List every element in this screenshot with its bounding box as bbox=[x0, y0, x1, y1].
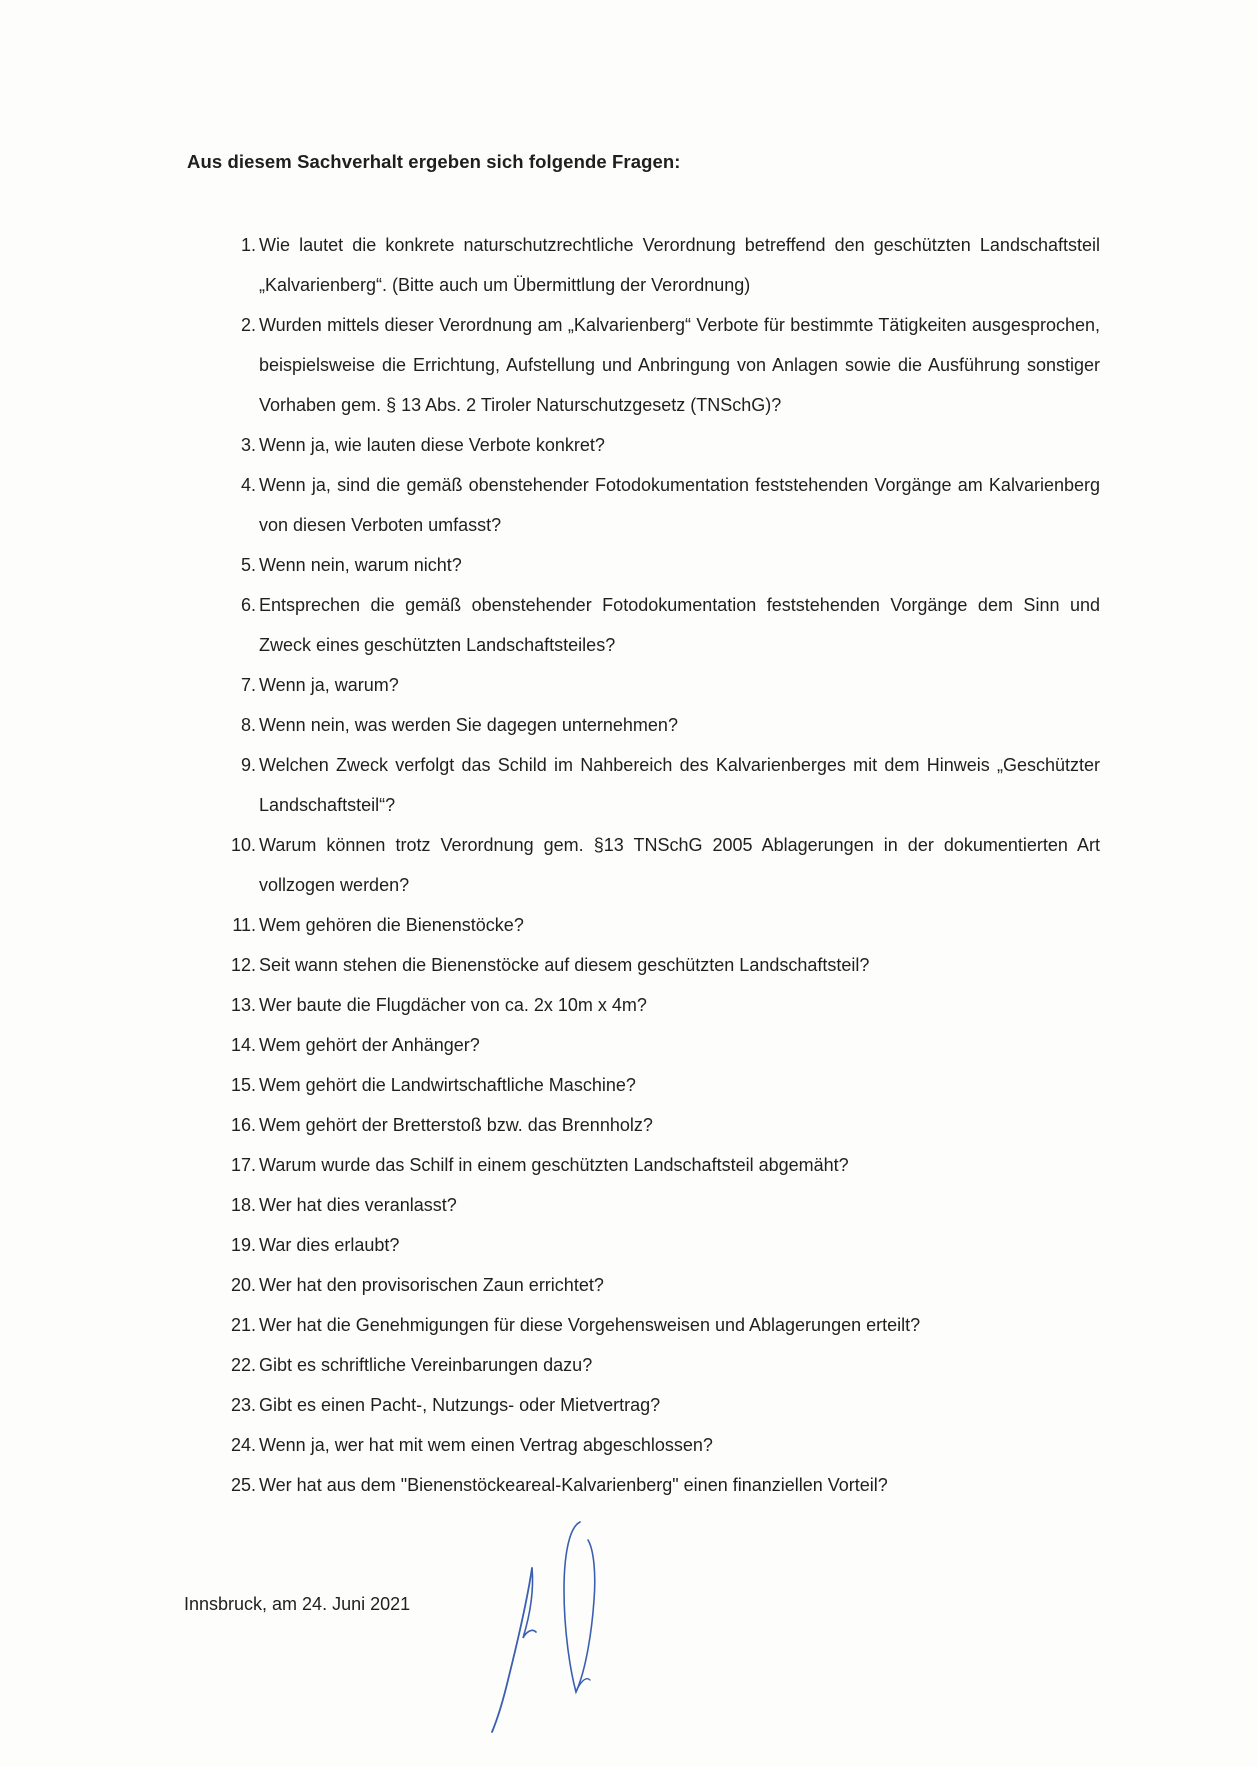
question-text: Wem gehört der Anhänger? bbox=[259, 1035, 480, 1055]
question-item bbox=[220, 1225, 1100, 1265]
question-number: 13. bbox=[230, 995, 256, 1015]
question-number: 25. bbox=[230, 1475, 256, 1495]
question-text: Wem gehört die Landwirtschaftliche Maschine? bbox=[259, 1075, 636, 1095]
question-number: 18. bbox=[230, 1195, 256, 1215]
question-item bbox=[220, 745, 1100, 825]
question-text: Wenn ja, sind die gemäß obenstehender Fotodokumentation feststehenden Vorgänge am Kalvarienberg von diesen Verboten umfasst? bbox=[259, 475, 1100, 535]
question-number: 20. bbox=[230, 1275, 256, 1295]
question-item bbox=[220, 1145, 1100, 1185]
question-text: Wer hat den provisorischen Zaun errichtet? bbox=[259, 1275, 604, 1295]
question-number: 22. bbox=[230, 1355, 256, 1375]
question-number: 6. bbox=[240, 595, 256, 615]
question-item bbox=[220, 1385, 1100, 1425]
question-text: Warum wurde das Schilf in einem geschützten Landschaftsteil abgemäht? bbox=[259, 1155, 849, 1175]
question-text: Gibt es schriftliche Vereinbarungen dazu? bbox=[259, 1355, 593, 1375]
question-item bbox=[220, 1465, 1100, 1505]
question-item bbox=[220, 545, 1100, 585]
question-number: 23. bbox=[230, 1395, 256, 1415]
question-item bbox=[220, 425, 1100, 465]
question-item bbox=[220, 705, 1100, 745]
question-item bbox=[220, 465, 1100, 545]
question-number: 8. bbox=[240, 715, 256, 735]
page-heading: Aus diesem Sachverhalt ergeben sich folgende Fragen: bbox=[187, 151, 681, 172]
question-item bbox=[220, 585, 1100, 665]
question-text: War dies erlaubt? bbox=[259, 1235, 400, 1255]
question-item bbox=[220, 945, 1100, 985]
question-text: Wem gehört der Bretterstoß bzw. das Brennholz? bbox=[259, 1115, 653, 1135]
place-date-signoff: Innsbruck, am 24. Juni 2021 bbox=[184, 1594, 411, 1614]
question-number: 21. bbox=[230, 1315, 256, 1335]
question-number: 24. bbox=[230, 1435, 256, 1455]
question-item bbox=[220, 1065, 1100, 1105]
question-item bbox=[220, 1185, 1100, 1225]
question-number: 16. bbox=[230, 1115, 256, 1135]
question-text: Wenn ja, wer hat mit wem einen Vertrag abgeschlossen? bbox=[259, 1435, 713, 1455]
question-text: Wenn ja, wie lauten diese Verbote konkret? bbox=[259, 435, 605, 455]
question-item bbox=[220, 665, 1100, 705]
question-list bbox=[220, 225, 1100, 1505]
question-item bbox=[220, 225, 1100, 305]
question-item bbox=[220, 305, 1100, 425]
question-number: 15. bbox=[230, 1075, 256, 1095]
question-text: Seit wann stehen die Bienenstöcke auf diesem geschützten Landschaftsteil? bbox=[259, 955, 870, 975]
question-number: 7. bbox=[240, 675, 256, 695]
question-number: 17. bbox=[230, 1155, 256, 1175]
question-item bbox=[220, 1305, 1100, 1345]
question-number: 2. bbox=[240, 315, 256, 335]
question-text: Wer baute die Flugdächer von ca. 2x 10m x 4m? bbox=[259, 995, 647, 1015]
question-text: Wer hat die Genehmigungen für diese Vorgehensweisen und Ablagerungen erteilt? bbox=[259, 1315, 921, 1335]
question-text: Wem gehören die Bienenstöcke? bbox=[259, 915, 524, 935]
question-number: 5. bbox=[240, 555, 256, 575]
question-number: 11. bbox=[232, 915, 256, 935]
question-number: 12. bbox=[230, 955, 256, 975]
question-item bbox=[220, 985, 1100, 1025]
question-number: 4. bbox=[240, 475, 256, 495]
question-item bbox=[220, 1265, 1100, 1305]
question-item bbox=[220, 1025, 1100, 1065]
question-number: 9. bbox=[240, 755, 256, 775]
question-text: Wenn ja, warum? bbox=[259, 675, 399, 695]
question-text: Warum können trotz Verordnung gem. §13 TNSchG 2005 Ablagerungen in der dokumentierten Art vollzogen werden? bbox=[259, 835, 1100, 895]
question-item bbox=[220, 1345, 1100, 1385]
question-item bbox=[220, 825, 1100, 905]
question-text: Wie lautet die konkrete naturschutzrechtliche Verordnung betreffend den geschützten Landschaftsteil „Kalvarienberg“. (Bitte auch um Übermittlung der Verordnung) bbox=[259, 235, 1100, 295]
question-number: 14. bbox=[230, 1035, 256, 1055]
question-text: Wenn nein, was werden Sie dagegen unternehmen? bbox=[259, 715, 678, 735]
question-text: Entsprechen die gemäß obenstehender Fotodokumentation feststehenden Vorgänge dem Sinn und Zweck eines geschützten Landschaftsteiles? bbox=[259, 595, 1100, 655]
question-text: Wer hat aus dem "Bienenstöckeareal-Kalvarienberg" einen finanziellen Vorteil? bbox=[259, 1475, 888, 1495]
question-item bbox=[220, 1105, 1100, 1145]
question-text: Gibt es einen Pacht-, Nutzungs- oder Mietvertrag? bbox=[259, 1395, 661, 1415]
question-number: 1. bbox=[240, 235, 256, 255]
question-text: Welchen Zweck verfolgt das Schild im Nahbereich des Kalvarienberges mit dem Hinweis „Geschützter Landschaftsteil“? bbox=[259, 755, 1100, 815]
question-text: Wenn nein, warum nicht? bbox=[259, 555, 462, 575]
question-number: 10. bbox=[230, 835, 256, 855]
question-text: Wer hat dies veranlasst? bbox=[259, 1195, 457, 1215]
question-item bbox=[220, 905, 1100, 945]
question-text: Wurden mittels dieser Verordnung am „Kalvarienberg“ Verbote für bestimmte Tätigkeiten ausgesprochen, beispielsweise die Errichtung, Aufstellung und Anbringung von Anlagen sowie die Ausführung sonstiger Vorhaben gem. § 13 Abs. 2 Tiroler Naturschutzgesetz (TNSchG)? bbox=[259, 315, 1100, 415]
question-number: 19. bbox=[230, 1235, 256, 1255]
question-number: 3. bbox=[240, 435, 256, 455]
handwritten-signature bbox=[470, 1520, 620, 1740]
question-item bbox=[220, 1425, 1100, 1465]
